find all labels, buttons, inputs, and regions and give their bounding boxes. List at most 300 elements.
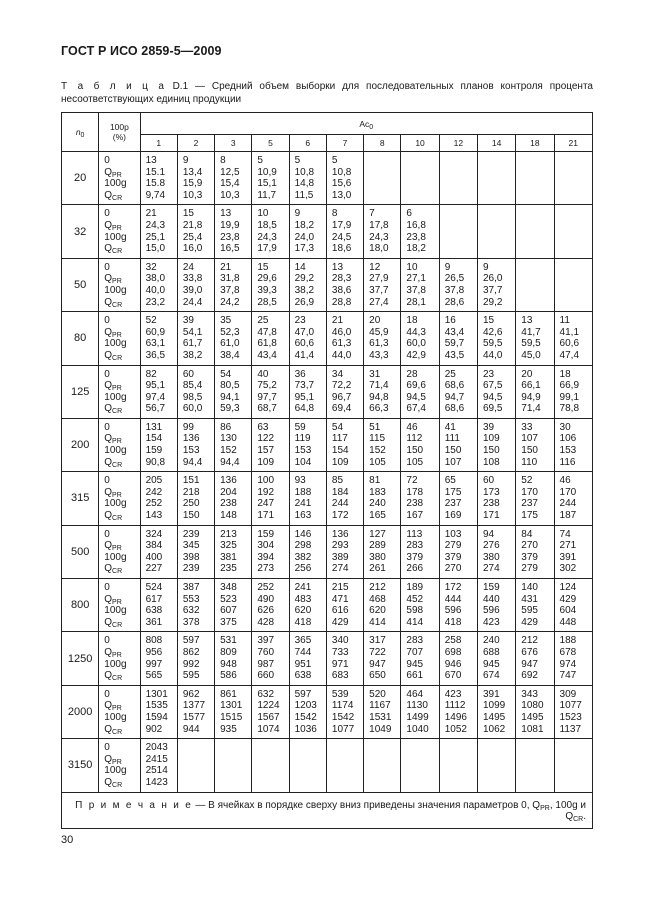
cell-value: 250 <box>182 498 200 510</box>
cell-value: 68,7 <box>257 403 277 415</box>
cell-value: 1174 <box>331 700 354 712</box>
cell-value: 38,2 <box>182 349 203 361</box>
cell-value: 27,1 <box>406 273 426 285</box>
table-cell <box>439 258 477 311</box>
cell-value: 119 <box>294 433 311 445</box>
cell-value: 16 <box>444 315 456 327</box>
cell-value: 365 <box>294 635 312 647</box>
table-cell <box>439 152 477 205</box>
cell-value: 99 <box>182 421 194 433</box>
cell-value: 37,8 <box>406 284 426 296</box>
cell-value: 1167 <box>369 700 391 712</box>
cell-value: 159 <box>257 528 275 540</box>
cell-value: 100 <box>257 475 275 487</box>
cell-value: 397 <box>257 635 275 647</box>
cell-value: 36 <box>294 368 306 380</box>
cell-value: 5 <box>257 155 263 166</box>
param-label: $Q_{PR}$ <box>104 219 122 232</box>
cell-value: 26,0 <box>482 273 503 285</box>
cell-value: 1377 <box>182 700 206 712</box>
cell-value: 96,7 <box>331 391 352 403</box>
table-cell <box>364 739 401 792</box>
cell-value: 2514 <box>145 765 168 777</box>
table-cell <box>215 632 252 685</box>
cell-value: 361 <box>145 616 163 628</box>
cell-value: 252 <box>145 498 163 510</box>
cell-value: 124 <box>559 582 577 593</box>
cell-value: 163 <box>294 510 312 522</box>
cell-value: 187 <box>559 510 577 522</box>
table-cell <box>177 472 214 525</box>
cell-value: 13,0 <box>331 189 352 201</box>
table-cell <box>554 205 592 258</box>
header-ac-8: 8 <box>364 135 401 152</box>
cell-value: 122 <box>257 433 275 445</box>
cell-value: 45,0 <box>521 349 541 361</box>
table-cell <box>477 632 515 685</box>
table-cell <box>477 739 515 792</box>
cell-value: 15,0 <box>145 243 166 255</box>
header-ac-10: 10 <box>401 135 439 152</box>
param-label: 0 <box>104 261 110 273</box>
param-label: $Q_{PR}$ <box>104 380 122 393</box>
note-label: П р и м е ч а н и е <box>75 799 193 811</box>
cell-value: 429 <box>559 593 577 605</box>
table-row <box>62 632 593 685</box>
table-cell <box>477 152 515 205</box>
cell-value: 38,4 <box>220 349 240 361</box>
cell-value: 24,3 <box>145 219 166 231</box>
cell-value: 35 <box>220 315 232 327</box>
cell-value: 428 <box>257 616 275 628</box>
table-cell <box>554 472 592 525</box>
cell-value: 159 <box>145 445 163 457</box>
cell-value: 52 <box>521 475 533 487</box>
cell-value: 902 <box>145 723 163 735</box>
cell-value: 733 <box>331 646 349 658</box>
cell-value: 212 <box>369 582 386 593</box>
cell-value: 418 <box>444 616 462 628</box>
cell-value: 414 <box>369 616 386 628</box>
param-label: 100g <box>104 178 127 190</box>
cell-value: 29,6 <box>257 273 277 285</box>
cell-value: 95,1 <box>294 391 315 403</box>
cell-value: 85,4 <box>182 380 203 392</box>
cell-value: 26,9 <box>294 296 315 308</box>
cell-value: 391 <box>482 688 500 700</box>
cell-value: 1040 <box>406 723 429 735</box>
table-cell <box>554 258 592 311</box>
table-cell <box>177 685 214 738</box>
cell-value: 244 <box>559 498 577 510</box>
table-cell <box>439 632 477 685</box>
row-param-labels <box>99 739 140 792</box>
cell-value: 60,0 <box>406 338 426 350</box>
cell-value: 67,4 <box>406 403 426 415</box>
cell-value: 113 <box>406 528 423 540</box>
cell-value: 33,8 <box>182 273 203 285</box>
table-cell <box>215 739 252 792</box>
row-param-labels <box>99 365 140 418</box>
param-label: $Q_{CR}$ <box>104 296 123 309</box>
cell-value: 38,2 <box>294 284 315 296</box>
cell-value: 60,6 <box>294 338 315 350</box>
table-cell <box>554 579 592 632</box>
table-cell <box>177 525 214 578</box>
cell-value: 1577 <box>182 711 206 723</box>
cell-value: 43,3 <box>369 349 389 361</box>
cell-value: 394 <box>257 551 275 563</box>
table-cell <box>554 739 592 792</box>
cell-value: 127 <box>369 528 386 540</box>
param-label: $Q_{PR}$ <box>104 646 122 659</box>
cell-value: 946 <box>444 658 462 670</box>
cell-value: 21,8 <box>182 219 203 231</box>
cell-value: 171 <box>482 510 500 522</box>
cell-value: 1077 <box>331 723 355 735</box>
cell-value: 8 <box>331 208 338 220</box>
cell-value: 345 <box>182 540 200 552</box>
cell-value: 452 <box>406 593 424 605</box>
cell-value: 152 <box>369 445 386 457</box>
cell-value: 36,5 <box>145 349 166 361</box>
table-cell <box>401 312 439 365</box>
row-param-labels <box>99 685 140 738</box>
cell-value: 15,1 <box>257 178 277 190</box>
cell-value: 150 <box>444 445 462 457</box>
table-cell <box>516 152 554 205</box>
cell-value: 9 <box>482 261 489 273</box>
cell-value: 382 <box>294 551 312 563</box>
param-label: 100g <box>104 658 127 670</box>
cell-value: 298 <box>294 540 312 552</box>
cell-value: 213 <box>220 528 237 540</box>
cell-value: 18,6 <box>331 243 352 255</box>
cell-value: 171 <box>257 510 275 522</box>
param-label: 0 <box>104 742 110 754</box>
table-cell <box>140 152 177 205</box>
cell-value: 16,5 <box>220 243 240 255</box>
cell-value: 26,5 <box>444 273 465 285</box>
table-cell <box>439 365 477 418</box>
table-cell <box>554 685 592 738</box>
cell-value: 271 <box>559 540 577 552</box>
cell-value: 531 <box>220 635 237 647</box>
cell-value: 175 <box>444 486 462 498</box>
cell-value: 157 <box>257 445 275 457</box>
cell-value: 379 <box>444 551 462 563</box>
table-cell <box>252 312 289 365</box>
table-cell <box>364 472 401 525</box>
cell-value: 41,1 <box>559 326 580 338</box>
cell-value: 283 <box>406 540 424 552</box>
cell-value: 1515 <box>220 711 243 723</box>
cell-value: 72 <box>406 475 418 487</box>
table-cell <box>289 472 326 525</box>
cell-value: 317 <box>369 635 386 647</box>
cell-value: 14,8 <box>294 178 315 190</box>
cell-value: 10,8 <box>331 166 352 178</box>
note-text: — В ячейках в порядке сверху вниз приведены значения параметров 0, $Q_{PR}$, 100g и $Q_{CR}$. <box>192 799 586 823</box>
cell-value: 956 <box>145 646 163 658</box>
cell-value: 239 <box>182 563 200 575</box>
cell-value: 247 <box>257 498 275 510</box>
cell-value: 80,5 <box>220 380 240 392</box>
cell-value: 30 <box>559 421 571 433</box>
cell-value: 241 <box>294 498 312 510</box>
cell-value: 238 <box>220 498 237 510</box>
cell-value: 239 <box>182 528 200 540</box>
table-cell <box>364 685 401 738</box>
cell-value: 10 <box>257 208 269 220</box>
cell-value: 64,8 <box>294 403 315 415</box>
cell-value: 184 <box>331 486 349 498</box>
cell-value: 28,3 <box>331 273 352 285</box>
header-ac-3: 3 <box>215 135 252 152</box>
cell-value: 94,4 <box>182 456 203 468</box>
param-label: $Q_{CR}$ <box>104 510 123 523</box>
cell-value: 1080 <box>521 700 544 712</box>
cell-value: 1499 <box>406 711 429 723</box>
cell-value: 18 <box>559 368 571 380</box>
cell-value: 375 <box>220 616 237 628</box>
cell-value: 11,5 <box>294 189 314 201</box>
cell-value: 1036 <box>294 723 317 735</box>
table-cell <box>364 152 401 205</box>
row-n0: 1250 <box>62 632 99 685</box>
cell-value: 112 <box>406 433 423 445</box>
cell-value: 387 <box>182 582 200 593</box>
cell-value: 23,8 <box>220 231 240 243</box>
cell-value: 25 <box>257 315 269 327</box>
table-cell <box>401 205 439 258</box>
cell-value: 304 <box>257 540 275 552</box>
table-cell <box>215 152 252 205</box>
cell-value: 279 <box>444 540 462 552</box>
cell-value: 948 <box>220 658 237 670</box>
cell-value: 150 <box>521 445 538 457</box>
table-cell <box>326 579 363 632</box>
table-cell <box>177 312 214 365</box>
cell-value: 20 <box>369 315 381 327</box>
cell-value: 45,9 <box>369 326 389 338</box>
table-cell <box>477 205 515 258</box>
cell-value: 309 <box>559 688 577 700</box>
cell-value: 60,0 <box>182 403 203 415</box>
cell-value: 604 <box>559 605 577 617</box>
cell-value: 252 <box>257 582 275 593</box>
cell-value: 23,2 <box>145 296 166 308</box>
cell-value: 59 <box>294 421 306 433</box>
cell-value: 380 <box>369 551 386 563</box>
cell-value: 94,9 <box>521 391 541 403</box>
cell-value: 65 <box>444 475 456 487</box>
header-ac-12: 12 <box>439 135 477 152</box>
param-label: 0 <box>104 421 110 433</box>
table-cell <box>215 205 252 258</box>
cell-value: 524 <box>145 582 163 593</box>
cell-value: 61,0 <box>220 338 240 350</box>
cell-value: 261 <box>369 563 386 575</box>
cell-value: 242 <box>145 486 163 498</box>
cell-value: 698 <box>444 646 462 658</box>
cell-value: 9,74 <box>145 189 166 201</box>
table-cell <box>215 258 252 311</box>
header-ac-21: 21 <box>554 135 592 152</box>
header-ac-5: 5 <box>252 135 289 152</box>
cell-value: 16,8 <box>406 219 426 231</box>
cell-value: 104 <box>294 456 312 468</box>
cell-value: 146 <box>294 528 312 540</box>
table-cell <box>516 632 554 685</box>
cell-value: 1137 <box>559 723 582 735</box>
cell-value: 31 <box>369 368 381 380</box>
param-label: $Q_{CR}$ <box>104 616 123 629</box>
cell-value: 69,4 <box>331 403 352 415</box>
cell-value: 41,4 <box>294 349 315 361</box>
cell-value: 23 <box>294 315 306 327</box>
cell-value: 47,8 <box>257 326 277 338</box>
table-cell <box>289 312 326 365</box>
table-cell <box>252 205 289 258</box>
cell-value: 429 <box>521 616 538 628</box>
cell-value: 632 <box>182 605 200 617</box>
cell-value: 273 <box>257 563 275 575</box>
cell-value: 324 <box>145 528 163 540</box>
cell-value: 9 <box>444 261 451 273</box>
cell-value: 626 <box>257 605 275 617</box>
cell-value: 2415 <box>145 753 168 765</box>
cell-value: 192 <box>257 486 275 498</box>
cell-value: 47,0 <box>294 326 315 338</box>
cell-value: 24,3 <box>369 231 389 243</box>
table-cell <box>401 472 439 525</box>
cell-value: 520 <box>369 688 386 700</box>
cell-value: 10,8 <box>294 166 315 178</box>
cell-value: 1301 <box>220 700 243 712</box>
cell-value: 18,0 <box>369 243 389 255</box>
cell-value: 13 <box>145 155 157 166</box>
cell-value: 423 <box>444 688 462 700</box>
cell-value: 17,9 <box>257 243 277 255</box>
cell-value: 302 <box>559 563 577 575</box>
param-label: $Q_{PR}$ <box>104 166 122 179</box>
cell-value: 632 <box>257 688 275 700</box>
cell-value: 21 <box>145 208 157 220</box>
cell-value: 440 <box>482 593 500 605</box>
param-label: $Q_{CR}$ <box>104 723 123 736</box>
table-row <box>62 739 593 792</box>
row-param-labels <box>99 418 140 471</box>
cell-value: 85 <box>331 475 344 487</box>
cell-value: 244 <box>331 498 349 510</box>
cell-value: 944 <box>182 723 200 735</box>
param-label: $Q_{PR}$ <box>104 540 122 553</box>
table-row <box>62 312 593 365</box>
table-cell <box>554 418 592 471</box>
header-100p: 100p (%) <box>99 113 140 152</box>
cell-value: 68,6 <box>444 380 465 392</box>
cell-value: 997 <box>145 658 163 670</box>
table-cell <box>364 258 401 311</box>
cell-value: 218 <box>182 486 200 498</box>
table-cell <box>140 632 177 685</box>
row-n0: 2000 <box>62 685 99 738</box>
cell-value: 94,7 <box>444 391 465 403</box>
cell-value: 293 <box>331 540 349 552</box>
cell-value: 33 <box>521 421 533 433</box>
row-n0: 200 <box>62 418 99 471</box>
cell-value: 15,6 <box>331 178 352 190</box>
cell-value: 378 <box>182 616 200 628</box>
cell-value: 9 <box>294 208 301 220</box>
table-row <box>62 258 593 311</box>
cell-value: 28,1 <box>406 296 426 308</box>
row-param-labels <box>99 205 140 258</box>
table-cell <box>177 205 214 258</box>
table-cell <box>364 418 401 471</box>
table-cell <box>439 205 477 258</box>
cell-value: 94,1 <box>220 391 240 403</box>
cell-value: 945 <box>482 658 500 670</box>
cell-value: 9 <box>182 155 189 166</box>
cell-value: 105 <box>406 456 424 468</box>
table-cell <box>364 579 401 632</box>
table-cell <box>215 365 252 418</box>
table-cell <box>215 685 252 738</box>
table-cell <box>215 312 252 365</box>
param-label: $Q_{CR}$ <box>104 563 123 576</box>
cell-value: 29,2 <box>482 296 503 308</box>
cell-value: 400 <box>145 551 163 563</box>
cell-value: 620 <box>294 605 312 617</box>
cell-value: 143 <box>145 510 163 522</box>
cell-value: 15 <box>182 208 194 220</box>
cell-value: 29,2 <box>294 273 315 285</box>
cell-value: 5 <box>331 155 338 166</box>
cell-value: 59,3 <box>220 403 240 415</box>
table-cell <box>516 258 554 311</box>
cell-value: 38,0 <box>145 273 166 285</box>
table-cell <box>477 685 515 738</box>
cell-value: 28,5 <box>257 296 277 308</box>
cell-value: 15.8 <box>145 178 166 190</box>
header-ac-6: 6 <box>289 135 326 152</box>
cell-value: 384 <box>145 540 163 552</box>
table-note <box>62 792 593 828</box>
cell-value: 638 <box>145 605 163 617</box>
cell-value: 84 <box>521 528 533 540</box>
cell-value: 683 <box>331 670 349 682</box>
cell-value: 1203 <box>294 700 317 712</box>
cell-value: 490 <box>257 593 275 605</box>
cell-value: 40,0 <box>145 284 166 296</box>
table-cell <box>401 258 439 311</box>
row-param-labels <box>99 312 140 365</box>
cell-value: 52 <box>145 315 157 327</box>
cell-value: 204 <box>220 486 237 498</box>
cell-value: 54 <box>220 368 232 380</box>
param-label: $Q_{CR}$ <box>104 456 123 469</box>
cell-value: 51 <box>369 421 381 433</box>
cell-value: 1594 <box>145 711 168 723</box>
cell-value: 117 <box>331 433 348 445</box>
cell-value: 987 <box>257 658 275 670</box>
cell-value: 59,7 <box>444 338 465 350</box>
row-param-labels <box>99 472 140 525</box>
cell-value: 43,5 <box>444 349 465 361</box>
cell-value: 69,6 <box>406 380 426 392</box>
